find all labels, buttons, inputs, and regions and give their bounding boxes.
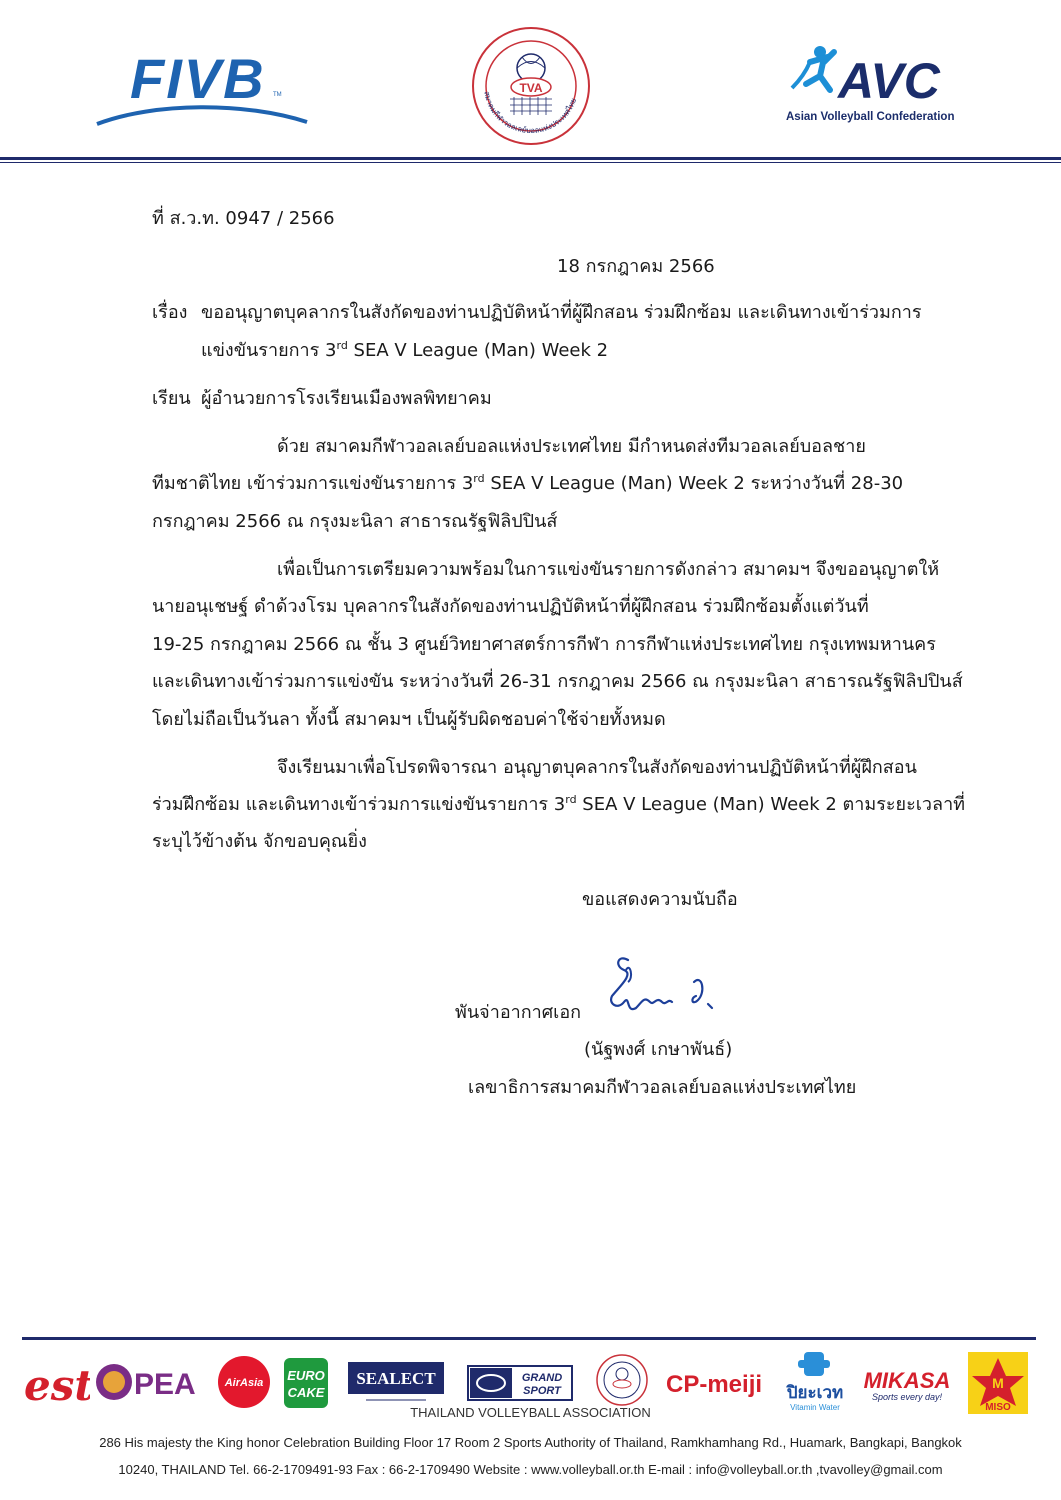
avc-caption: Asian Volleyball Confederation	[786, 111, 955, 123]
sponsor-eurocake-logo	[282, 1352, 330, 1412]
signatory-name: (นัฐพงศ์ เกษาพันธ์)	[584, 1039, 733, 1060]
paragraph-1-line-2: ทีมชาติไทย เข้าร่วมการแข่งขันรายการ 3rd SEA V League (Man) Week 2 ระหว่างวันที่ 28-30	[152, 472, 904, 494]
svg-text:Vitamin Water: Vitamin Water	[790, 1403, 840, 1412]
subject-label: เรื่อง	[152, 302, 188, 323]
svg-text:MIKASA: MIKASA	[863, 1368, 951, 1393]
svg-text:ปิยะเวท: ปิยะเวท	[786, 1383, 844, 1403]
sponsor-sealect-logo	[346, 1352, 446, 1412]
footer-divider	[22, 1337, 1036, 1340]
svg-text:PEA: PEA	[134, 1368, 196, 1401]
closing: ขอแสดงความนับถือ	[582, 889, 738, 910]
paragraph-1-line-1: ด้วย สมาคมกีฬาวอลเลย์บอลแห่งประเทศไทย มีกำหนดส่งทีมวอลเลย์บอลชาย	[277, 436, 866, 457]
paragraph-3-line-1: จึงเรียนมาเพื่อโปรดพิจารณา อนุญาตบุคลากรในสังกัดของท่านปฏิบัติหน้าที่ผู้ฝึกสอน	[277, 757, 917, 778]
paragraph-2-line-1: เพื่อเป็นการเตรียมความพร้อมในการแข่งขันรายการดังกล่าว สมาคมฯ จึงขออนุญาตให้	[277, 559, 940, 580]
sponsor-cpmeiji-logo	[664, 1352, 772, 1412]
svg-text:AirAsia: AirAsia	[224, 1377, 264, 1389]
svg-text:CAKE: CAKE	[287, 1385, 325, 1400]
fivb-tm: TM	[273, 92, 282, 98]
paragraph-3-line-2: ร่วมฝึกซ้อม และเดินทางเข้าร่วมการแข่งขันรายการ 3rd SEA V League (Man) Week 2 ตามระยะเวลาที่	[152, 793, 966, 815]
fivb-logo-text: FIVB	[130, 47, 266, 110]
svg-text:EURO: EURO	[287, 1368, 325, 1383]
subject-line-1: ขออนุญาตบุคลากรในสังกัดของท่านปฏิบัติหน้าที่ผู้ฝึกสอน ร่วมฝึกซ้อม และเดินทางเข้าร่วมการ	[201, 302, 922, 323]
address-line-1: 286 His majesty the King honor Celebration Building Floor 17 Room 2 Sports Authority of Thailand, Ramkhamhang Rd., Huamark, Bangkapi, Bangkok	[99, 1435, 962, 1450]
sponsor-pea-logo	[94, 1352, 206, 1412]
tva-seal-ring-text: สมาคมกีฬาวอลเลย์บอลแห่งประเทศไทย	[482, 90, 579, 136]
tva-seal-text: TVA	[519, 81, 543, 95]
tva-footer-seal	[594, 1352, 650, 1412]
sponsor-grandsport-logo	[466, 1352, 574, 1412]
recipient: ผู้อำนวยการโรงเรียนเมืองพลพิทยาคม	[201, 388, 492, 409]
recipient-label: เรียน	[152, 388, 191, 409]
sponsor-vitaminwater-logo	[780, 1352, 850, 1412]
svg-text:Sports every day!: Sports every day!	[871, 1392, 943, 1402]
letter-date: 18 กรกฎาคม 2566	[557, 256, 715, 277]
reference-number: ที่ ส.ว.ท. 0947 / 2566	[152, 208, 335, 229]
subject-line-2: แข่งขันรายการ 3rd SEA V League (Man) Week 2	[201, 339, 609, 361]
address-line-2: 10240, THAILAND Tel. 66-2-1709491-93 Fax : 66-2-1709490 Website : www.volleyball.or.th E-mail : info@volleyball.or.th ,tvavolley@gmail.com	[118, 1462, 943, 1477]
svg-text:M: M	[992, 1375, 1004, 1391]
header-divider	[0, 157, 1061, 165]
sponsor-airasia-logo	[216, 1352, 272, 1412]
svg-text:est: est	[24, 1361, 90, 1410]
sponsor-mikasa-logo	[856, 1352, 958, 1412]
paragraph-2-line-2: นายอนุเชษฐ์ ดำด้วงโรม บุคลากรในสังกัดของท่านปฏิบัติหน้าที่ผู้ฝึกสอน ร่วมฝึกซ้อมตั้งแต่วันที่	[152, 596, 869, 617]
paragraph-1-line-3: กรกฎาคม 2566 ณ กรุงมะนิลา สาธารณรัฐฟิลิปปินส์	[152, 511, 558, 532]
sponsor-miso-logo	[966, 1352, 1030, 1412]
avc-logo	[780, 40, 980, 130]
paragraph-2-line-5: โดยไม่ถือเป็นวันลา ทั้งนี้ สมาคมฯ เป็นผู้รับผิดชอบค่าใช้จ่ายทั้งหมด	[152, 709, 666, 730]
signatory-position: เลขาธิการสมาคมกีฬาวอลเลย์บอลแห่งประเทศไทย	[468, 1077, 857, 1098]
sponsor-est-logo	[22, 1352, 90, 1412]
svg-text:GRAND: GRAND	[521, 1372, 563, 1384]
svg-text:SPORT: SPORT	[523, 1385, 561, 1397]
svg-text:MISO: MISO	[985, 1402, 1011, 1413]
paragraph-3-line-3: ระบุไว้ข้างต้น จักขอบคุณยิ่ง	[152, 831, 367, 852]
paragraph-2-line-3: 19-25 กรกฎาคม 2566 ณ ชั้น 3 ศูนย์วิทยาศาสตร์การกีฬา การกีฬาแห่งประเทศไทย กรุงเทพมหานคร	[152, 634, 936, 655]
tva-seal-logo	[470, 25, 592, 147]
paragraph-2-line-4: และเดินทางเข้าร่วมการแข่งขัน ระหว่างวันที่ 26-31 กรกฎาคม 2566 ณ กรุงมะนิลา สาธารณรัฐฟิลิปปินส์	[152, 671, 963, 692]
association-name: THAILAND VOLLEYBALL ASSOCIATION	[410, 1405, 651, 1420]
svg-text:CP-meiji: CP-meiji	[666, 1371, 763, 1398]
svg-text:SEALECT: SEALECT	[356, 1369, 436, 1388]
fivb-logo	[95, 40, 310, 130]
avc-logo-text: AVC	[838, 53, 940, 109]
signatory-rank: พันจ่าอากาศเอก	[455, 1002, 582, 1023]
handwritten-signature	[606, 952, 721, 1022]
